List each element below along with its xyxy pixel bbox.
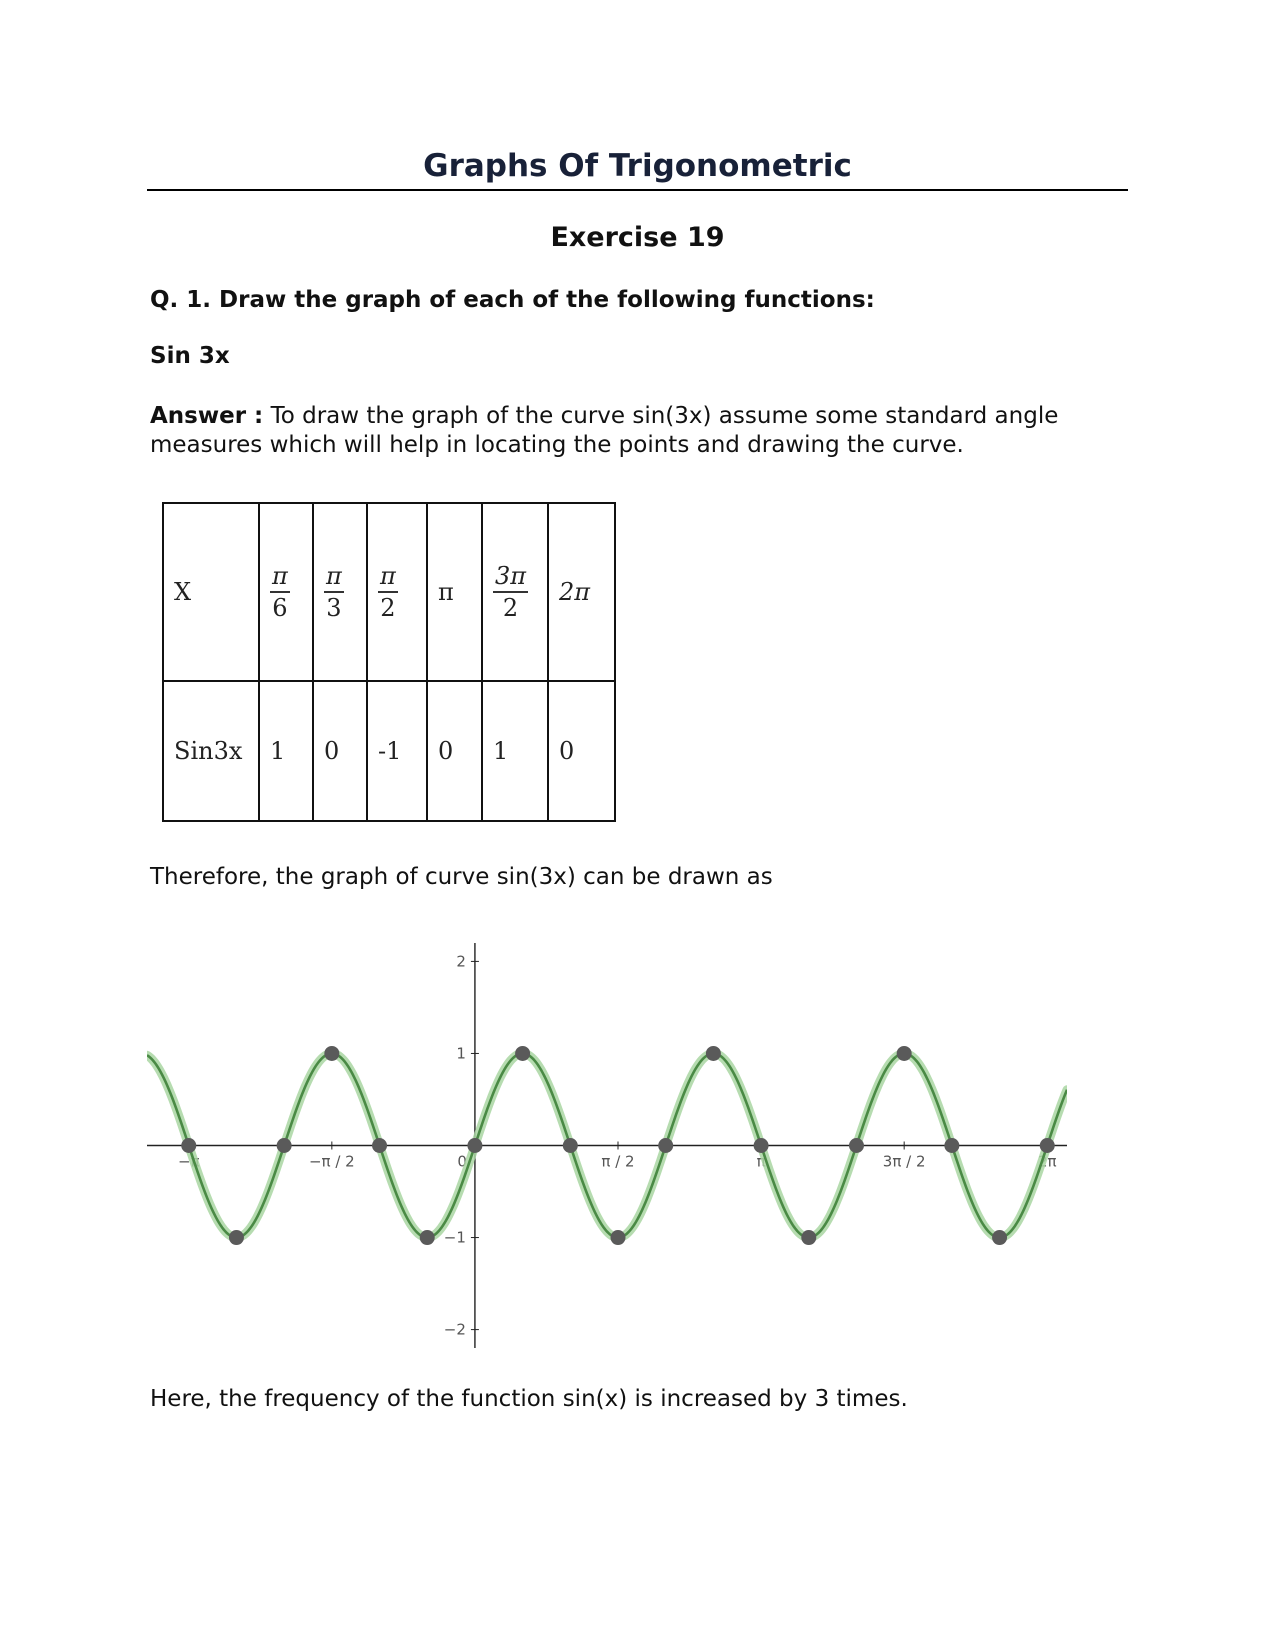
therefore-text: Therefore, the graph of curve sin(3x) can be drawn as — [150, 864, 773, 890]
data-point — [229, 1230, 244, 1245]
data-point — [1040, 1138, 1055, 1153]
frac-num: π — [378, 561, 398, 593]
data-point — [754, 1138, 769, 1153]
data-point — [992, 1230, 1007, 1245]
table-cell-x — [313, 503, 367, 681]
frac-den: 2 — [380, 594, 396, 622]
table-cell-x — [548, 503, 615, 681]
data-point — [611, 1230, 626, 1245]
data-point — [277, 1138, 292, 1153]
exercise-heading: Exercise 19 — [550, 222, 725, 253]
data-point — [563, 1138, 578, 1153]
title-divider — [147, 189, 1128, 191]
table-cell-x — [427, 503, 482, 681]
data-point — [944, 1138, 959, 1153]
frac-num: 3π — [493, 561, 528, 593]
page-title: Graphs Of Trigonometric — [423, 148, 852, 184]
x-tick-label: π — [756, 1152, 766, 1171]
data-point — [372, 1138, 387, 1153]
x-value: 2π — [559, 578, 591, 606]
table-cell-value: -1 — [367, 681, 427, 821]
answer-label: Answer : — [150, 403, 264, 429]
x-value: π — [438, 578, 454, 606]
x-tick-label: −π — [177, 1152, 200, 1171]
table-cell-value: 0 — [548, 681, 615, 821]
table-row-x — [163, 503, 615, 681]
data-point — [849, 1138, 864, 1153]
frac-num: π — [324, 561, 344, 593]
frac-den: 3 — [326, 594, 342, 622]
table-cell-value: 1 — [259, 681, 313, 821]
data-point — [515, 1046, 530, 1061]
values-table — [162, 502, 616, 822]
answer-text: To draw the graph of the curve sin(3x) assume some standard angle measures which will help in locating the points and drawing the curve. — [150, 403, 1059, 458]
x-tick-label: −π / 2 — [308, 1152, 355, 1171]
y-tick-label: 1 — [456, 1044, 466, 1063]
x-tick-label: π / 2 — [601, 1152, 635, 1171]
data-point — [706, 1046, 721, 1061]
answer-paragraph — [150, 402, 1130, 460]
x-tick-label: 3π / 2 — [882, 1152, 926, 1171]
table-cell-x — [482, 503, 548, 681]
data-point — [467, 1138, 482, 1153]
table-cell-value: 0 — [313, 681, 367, 821]
data-point — [658, 1138, 673, 1153]
sine-graph — [147, 943, 1067, 1348]
frac-num: π — [270, 561, 290, 593]
table-row-sin3x — [163, 681, 615, 821]
subquestion-text: Sin 3x — [150, 343, 230, 369]
y-tick-label: 2 — [456, 952, 466, 971]
question-text: Q. 1. Draw the graph of each of the following functions: — [150, 287, 875, 313]
frac-den: 2 — [502, 594, 519, 622]
data-point — [897, 1046, 912, 1061]
table-cell-x — [367, 503, 427, 681]
x-tick-label: 0 — [457, 1152, 467, 1171]
table-header-sin3x: Sin3x — [163, 681, 259, 821]
y-tick-label: −2 — [443, 1320, 466, 1339]
table-cell-value: 0 — [427, 681, 482, 821]
table-cell-value: 1 — [482, 681, 548, 821]
data-point — [801, 1230, 816, 1245]
table-cell-x — [259, 503, 313, 681]
data-point — [181, 1138, 196, 1153]
data-point — [324, 1046, 339, 1061]
data-point — [420, 1230, 435, 1245]
frac-den: 6 — [272, 594, 288, 622]
y-tick-label: −1 — [443, 1228, 466, 1247]
conclusion-text: Here, the frequency of the function sin(x) is increased by 3 times. — [150, 1386, 908, 1412]
table-header-x: X — [163, 503, 259, 681]
x-tick-label: 2π — [1037, 1152, 1057, 1171]
